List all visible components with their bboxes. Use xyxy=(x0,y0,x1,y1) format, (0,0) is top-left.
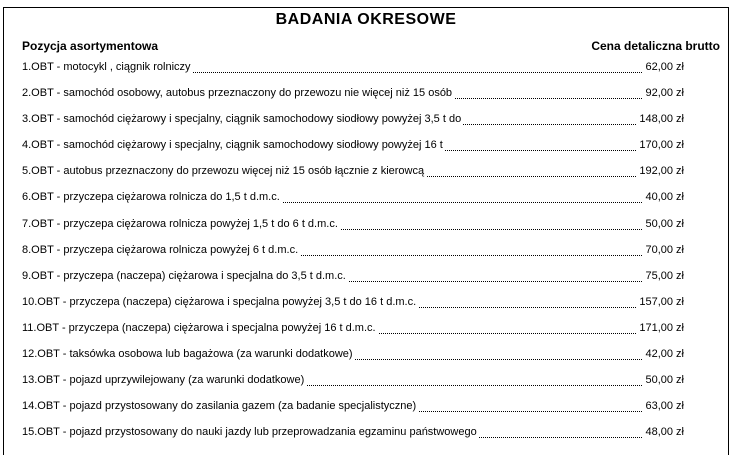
page-title: BADANIA OKRESOWE xyxy=(275,11,457,28)
item-price: 50,00 zł xyxy=(645,374,684,387)
item-price: 171,00 zł xyxy=(639,321,684,334)
list-item xyxy=(22,235,684,261)
item-price: 170,00 zł xyxy=(639,139,684,152)
list-item xyxy=(22,52,684,78)
list-item xyxy=(22,365,684,391)
item-label: 14.OBT - pojazd przystosowany do zasilania gazem (za badanie specjalistyczne) xyxy=(22,400,417,413)
item-label: 15.OBT - pojazd przystosowany do nauki jazdy lub przeprowadzania egzaminu państwowego xyxy=(22,426,477,439)
item-label: 7.OBT - przyczepa ciężarowa rolnicza powyżej 1,5 t do 6 t d.m.c. xyxy=(22,217,338,230)
item-price: 157,00 zł xyxy=(639,295,684,308)
item-price: 62,00 zł xyxy=(645,61,684,73)
list-item xyxy=(22,78,684,104)
list-item xyxy=(22,130,684,156)
item-price: 42,00 zł xyxy=(645,348,684,361)
item-price: 148,00 zł xyxy=(639,113,684,126)
item-label: 6.OBT - przyczepa ciężarowa rolnicza do 1,5 t d.m.c. xyxy=(22,191,280,204)
list-item xyxy=(22,313,684,339)
item-price: 48,00 zł xyxy=(645,426,684,439)
list-item xyxy=(22,287,684,313)
list-item xyxy=(22,156,684,182)
item-label: 9.OBT - przyczepa (naczepa) ciężarowa i specjalna do 3,5 t d.m.c. xyxy=(22,269,346,282)
item-price: 50,00 zł xyxy=(645,217,684,230)
item-label: 10.OBT - przyczepa (naczepa) ciężarowa i specjalna powyżej 3,5 t do 16 t d.m.c. xyxy=(22,295,417,308)
item-price: 70,00 zł xyxy=(645,243,684,256)
column-header-item: Pozycja asortymentowa xyxy=(22,39,159,53)
list-item xyxy=(22,391,684,417)
item-label: 1.OBT - motocykl , ciągnik rolniczy xyxy=(22,61,191,73)
column-header-price: Cena detaliczna brutto xyxy=(591,39,720,53)
item-price: 75,00 zł xyxy=(645,269,684,282)
item-label: 12.OBT - taksówka osobowa lub bagażowa (za warunki dodatkowe) xyxy=(22,348,353,361)
item-price: 40,00 zł xyxy=(645,191,684,204)
price-list xyxy=(22,52,684,443)
item-label: 2.OBT - samochód osobowy, autobus przeznaczony do przewozu nie więcej niż 15 osób xyxy=(22,87,453,100)
item-label: 11.OBT - przyczepa (naczepa) ciężarowa i specjalna powyżej 16 t d.m.c. xyxy=(22,321,376,334)
item-label: 5.OBT - autobus przeznaczony do przewozu więcej niż 15 osób łącznie z kierowcą xyxy=(22,165,425,178)
item-price: 63,00 zł xyxy=(645,400,684,413)
list-item xyxy=(22,417,684,443)
item-price: 192,00 zł xyxy=(639,165,684,178)
item-label: 8.OBT - przyczepa ciężarowa rolnicza powyżej 6 t d.m.c. xyxy=(22,243,299,256)
list-item xyxy=(22,209,684,235)
item-label: 13.OBT - pojazd uprzywilejowany (za warunki dodatkowe) xyxy=(22,374,305,387)
item-price: 92,00 zł xyxy=(645,87,684,100)
list-item xyxy=(22,104,684,130)
list-item xyxy=(22,182,684,208)
item-label: 4.OBT - samochód ciężarowy i specjalny, ciągnik samochodowy siodłowy powyżej 16 t xyxy=(22,139,443,152)
list-item xyxy=(22,261,684,287)
item-label: 3.OBT - samochód ciężarowy i specjalny, ciągnik samochodowy siodłowy powyżej 3,5 t do xyxy=(22,113,462,126)
list-item xyxy=(22,339,684,365)
